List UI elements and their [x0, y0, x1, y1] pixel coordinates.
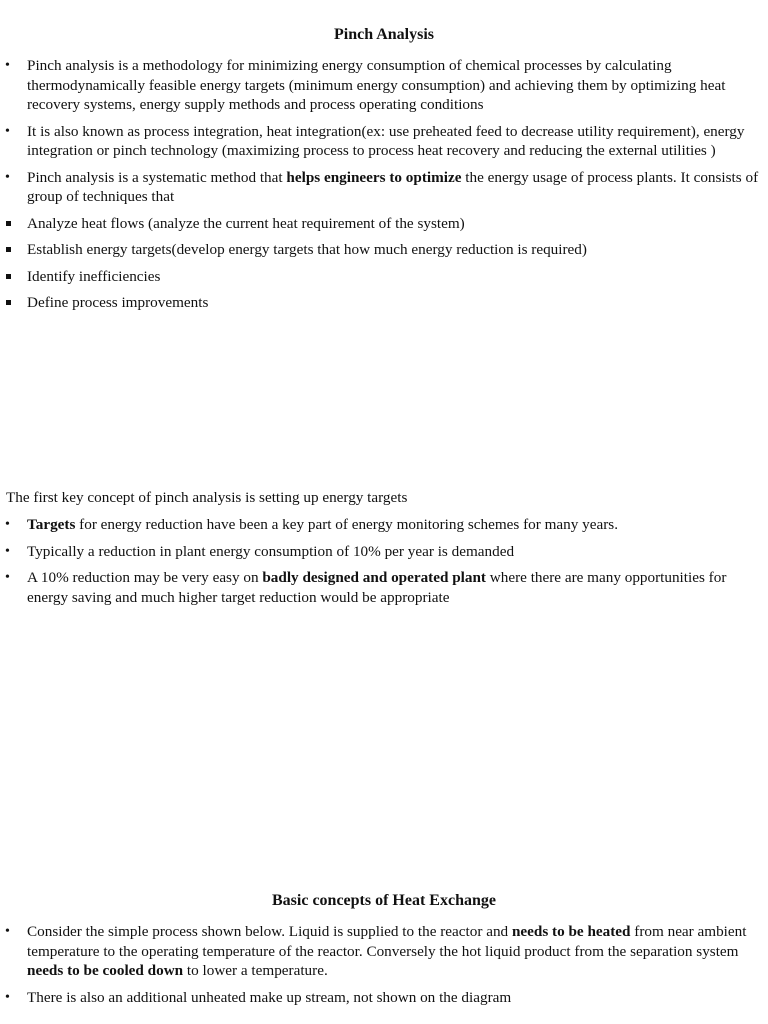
bold-text: helps engineers to optimize — [286, 168, 462, 186]
text-run: where there are many opportunities for energy saving and much higher target reduction would be appropriate — [27, 569, 727, 606]
list-item — [0, 988, 768, 1008]
text-run: A 10% reduction may be very easy on — [27, 569, 263, 586]
list-item — [0, 568, 768, 607]
bold-text: needs to be heated — [511, 923, 631, 940]
list-item-text — [27, 543, 514, 560]
list-item — [0, 267, 768, 287]
list-item-text — [27, 294, 208, 311]
text-run: Pinch analysis is a methodology for minimizing energy consumption of chemical processes by calculating thermodynamically feasible energy targets (minimum energy consumption) and achieving them by optimizing heat recovery systems, energy supply methods and process operating conditions — [27, 57, 726, 113]
text-run: for energy reduction have been a key part of energy monitoring schemes for many years. — [75, 516, 618, 533]
text-run: from near ambient temperature to the operating temperature of the reactor. Conversely the hot liquid product from the separation system — [27, 923, 747, 960]
text-run: Pinch analysis is a systematic method that — [27, 168, 287, 186]
bullet-icon — [5, 922, 10, 942]
list-item — [0, 168, 768, 207]
list-item-text — [27, 989, 511, 1006]
list-item — [0, 240, 768, 260]
bold-text: Targets — [27, 516, 76, 533]
bullet-icon — [5, 568, 10, 588]
list-item-text — [27, 569, 726, 606]
list-item-text — [27, 923, 746, 979]
pinch-analysis-bullet-list — [0, 56, 768, 320]
text-run: Analyze heat flows (analyze the current heat requirement of the system) — [27, 214, 465, 232]
text-run: Define process improvements — [27, 294, 209, 311]
text-run: Identify inefficiencies — [27, 267, 161, 285]
bold-text: needs to be cooled down — [27, 962, 184, 979]
list-item-text — [27, 57, 725, 113]
bullet-icon — [5, 988, 10, 1008]
bullet-icon — [5, 56, 10, 76]
text-run: Typically a reduction in plant energy consumption of 10% per year is demanded — [27, 542, 515, 560]
list-item-text — [27, 123, 745, 160]
list-item — [0, 542, 768, 562]
text-run: It is also known as process integration, heat integration(ex: use preheated feed to decrease utility requirement), energy integration or pinch technology (maximizing process to process heat recovery and reducing the external utilities ) — [27, 122, 745, 159]
square-bullet-icon — [5, 267, 11, 279]
targets-intro-text: The first key concept of pinch analysis is setting up energy targets — [6, 489, 408, 506]
list-item — [0, 515, 768, 535]
list-item — [0, 56, 768, 115]
list-item-text — [27, 215, 465, 232]
text-run: the energy usage of process plants. It consists of group of techniques that — [27, 168, 759, 205]
text-run: Establish energy targets(develop energy targets that how much energy reduction is required) — [27, 241, 587, 258]
page-title: Pinch Analysis — [333, 26, 435, 43]
list-item — [0, 293, 768, 313]
bold-text: badly designed and operated plant — [262, 569, 486, 586]
list-item — [0, 922, 768, 981]
square-bullet-icon — [5, 214, 11, 226]
square-bullet-icon — [5, 240, 11, 252]
bullet-icon — [5, 168, 10, 188]
section-heading-heat-exchange: Basic concepts of Heat Exchange — [272, 892, 496, 909]
bullet-icon — [5, 122, 10, 142]
list-item-text — [27, 241, 587, 258]
list-item-text — [27, 268, 160, 285]
list-item-text — [27, 516, 618, 533]
square-bullet-icon — [5, 293, 11, 305]
list-item — [0, 122, 768, 161]
bullet-icon — [5, 515, 10, 535]
list-item-text — [27, 169, 758, 206]
bullet-icon — [5, 542, 10, 562]
text-run: Consider the simple process shown below. Liquid is supplied to the reactor and — [27, 923, 512, 940]
list-item — [0, 214, 768, 234]
text-run: There is also an additional unheated make up stream, not shown on the diagram — [27, 988, 512, 1006]
energy-targets-bullet-list — [0, 515, 768, 614]
text-run: to lower a temperature. — [183, 962, 328, 979]
heat-exchange-bullet-list — [0, 922, 768, 1014]
